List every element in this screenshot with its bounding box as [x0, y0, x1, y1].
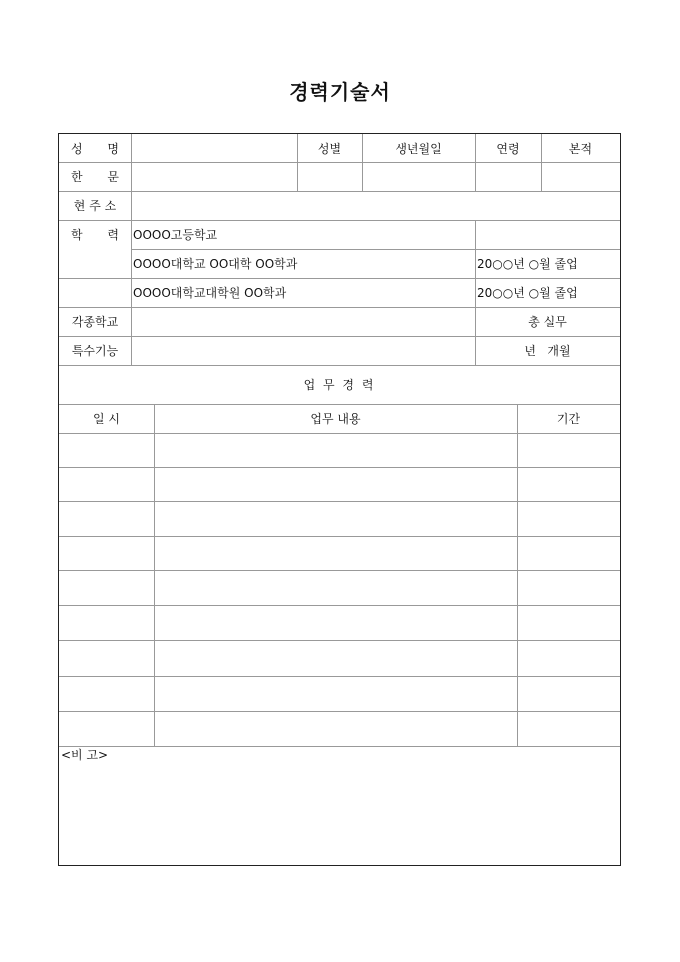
name-label: 성 명 [71, 141, 119, 156]
edu-graduate-school[interactable]: OOOO대학교대학원 OO학과 [133, 286, 287, 300]
career-row[interactable] [59, 467, 620, 501]
hometown-input[interactable] [541, 162, 620, 191]
col-period-header: 기간 [556, 412, 581, 426]
birthdate-label: 생년월일 [395, 141, 442, 156]
career-row[interactable] [59, 711, 620, 746]
career-row[interactable] [59, 501, 620, 536]
hanmun-input[interactable] [131, 162, 297, 191]
schools-label: 각종학교 [71, 315, 119, 329]
gender-label: 성별 [317, 141, 342, 156]
hometown-label: 본적 [568, 141, 593, 156]
career-row[interactable] [59, 640, 620, 676]
edu-university-grad[interactable]: 20○○년 ○월 졸업 [477, 257, 578, 271]
total-experience-label: 총 실무 [528, 315, 567, 329]
schools-input[interactable] [131, 307, 475, 336]
career-form [58, 133, 621, 866]
skills-input[interactable] [131, 336, 475, 365]
col-content-header: 업무 내용 [310, 412, 361, 426]
age-label: 연령 [496, 141, 520, 156]
name-input[interactable] [131, 134, 297, 162]
document-title: 경력기술서 [289, 80, 391, 104]
age-input[interactable] [475, 162, 541, 191]
career-row[interactable] [59, 605, 620, 640]
col-date-header: 일 시 [93, 412, 120, 426]
remarks-label: <비 고> [61, 748, 109, 762]
gender-input[interactable] [297, 162, 362, 191]
remarks-input[interactable] [59, 764, 620, 864]
education-label: 학 력 [71, 228, 119, 242]
career-row[interactable] [59, 570, 620, 605]
edu-high-school[interactable]: OOOO고등학교 [133, 228, 218, 242]
birthdate-input[interactable] [362, 162, 475, 191]
address-input[interactable] [131, 191, 620, 220]
career-row[interactable] [59, 536, 620, 570]
experience-duration[interactable]: 년 개월 [524, 344, 571, 358]
address-label: 현 주 소 [73, 199, 117, 213]
career-row[interactable] [59, 676, 620, 711]
edu-university[interactable]: OOOO대학교 OO대학 OO학과 [133, 257, 298, 271]
edu-high-school-grad[interactable] [475, 220, 620, 249]
career-row[interactable] [59, 433, 620, 467]
hanmun-label: 한 문 [71, 170, 119, 184]
career-section-title: 업 무 경 력 [303, 378, 376, 392]
skills-label: 특수기능 [71, 344, 119, 358]
edu-graduate-school-grad[interactable]: 20○○년 ○월 졸업 [477, 286, 578, 300]
